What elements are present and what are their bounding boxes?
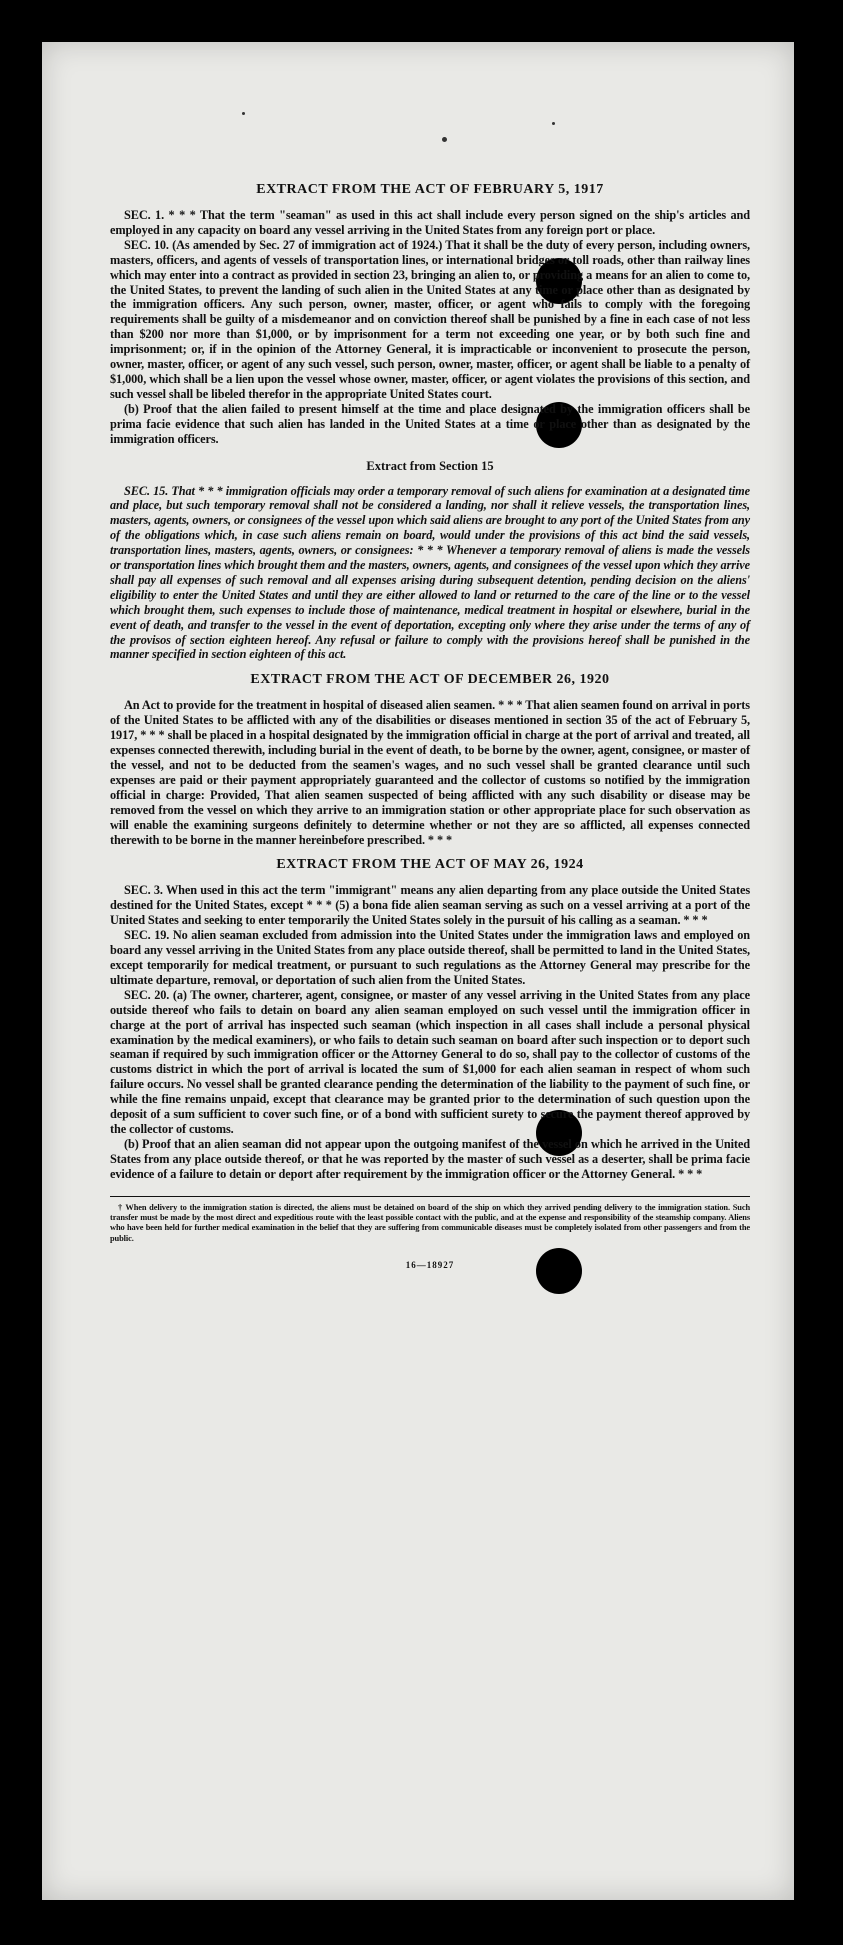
paragraph-sec20b: (b) Proof that an alien seaman did not appear upon the outgoing manifest of the vessel on which he arrived in the United States from any place outside thereof, or that he was reported by the master of such vessel as a deserter, shall be prima facie evidence of a failure to detain or deport after requirement by the immigration officer or the Attorney General. * * * — [110, 1136, 750, 1181]
scan-speck — [242, 112, 245, 115]
paragraph-act-1920: An Act to provide for the treatment in hospital of diseased alien seamen. * * * That alien seamen found on arrival in ports of the United States to be afflicted with any of the disabilities or diseases mentioned in section 35 of the act of February 5, 1917, * * * shall be placed in a hospital designated by the immigration official in charge at the port of arrival and treated, all expenses connected therewith, including burial in the event of death, to be borne by the owner, agent, consignee, or master of the vessel, and not to be deducted from the seamen's wages, and no such vessel shall be granted clearance until such expenses are paid or their payment appropriately guaranteed and the collector of customs so notified by the immigration official in charge: Provided, That alien seamen suspected of being afflicted with any such disability or disease may be removed from the vessel on which they arrive to an immigration station or other appropriate place for such observation as will enable the examining surgeons definitely to determine whether or not they are so afflicted, all expenses connected therewith to be borne in the manner hereinbefore prescribed. * * * — [110, 698, 750, 847]
paragraph-sec10: SEC. 10. (As amended by Sec. 27 of immigration act of 1924.) That it shall be the duty of every person, including owners, masters, officers, and agents of vessels of transportation lines, or international bridges or toll roads, other than railway lines which may enter into a contract as provided in section 23, bringing an alien to, or providing a means for an alien to come to, the United States, to prevent the landing of such alien in the United States at any time or place other than as designated by the immigration officers. Any such person, owner, master, officer, or agent who fails to comply with the foregoing requirements shall be guilty of a misdemeanor and on conviction thereof shall be punished by a fine in each case of not less than $200 nor more than $1,000, or by imprisonment for a term not exceeding one year, or by both such fine and imprisonment; or, if in the opinion of the Attorney General, it is impracticable or inconvenient to prosecute the person, owner, master, officer, or agent of any such vessel, such person, owner, master, officer, or agent shall be liable to a penalty of $1,000, which shall be a lien upon the vessel whose owner, master, officer, or agent violates the provisions of this section, and such vessel shall be libeled therefor in the appropriate United States court. — [110, 237, 750, 401]
heading-act-1924: EXTRACT FROM THE ACT OF MAY 26, 1924 — [276, 857, 584, 873]
footnote: † When delivery to the immigration station is directed, the aliens must be detained on board of the ship on which they arrived pending delivery to the immigration station. Such transfer must be made by the most direct and expeditious route with the least possible contact with the public, and at the expense and responsibility of the steamship company. Aliens who have been held for further medical examination in the belief that they are suffering from communicable diseases must be completely isolated from other passengers and from the public. — [110, 1202, 750, 1243]
paragraph-sec19: SEC. 19. No alien seaman excluded from admission into the United States under the immigration laws and employed on board any vessel arriving in the United States from any place outside thereof, shall be permitted to land in the United States, except temporarily for medical treatment, or pursuant to such regulations as the Attorney General may prescribe for the ultimate departure, removal, or deportation of such alien from the United States. — [110, 928, 750, 987]
print-code: 16—18927 — [405, 1260, 455, 1271]
paragraph-sec3: SEC. 3. When used in this act the term "immigrant" means any alien departing from any place outside the United States destined for the United States, except * * * (5) a bona fide alien seaman serving as such on a vessel arriving at a port of the United States and seeking to enter temporarily the United States solely in the pursuit of his calling as a seaman. * * * — [110, 883, 750, 928]
footnote-divider — [110, 1196, 750, 1197]
subheading-section-15: Extract from Section 15 — [366, 458, 494, 473]
scan-speck — [442, 137, 447, 142]
paragraph-sec10b: (b) Proof that the alien failed to present himself at the time and place designated by the immigration officers shall be prima facie evidence that such alien has landed in the United States at a time or place other than as designated by the immigration officers. — [110, 401, 750, 446]
paragraph-sec15: SEC. 15. That * * * immigration officials may order a temporary removal of such aliens for examination at a designated time and place, but such temporary removal shall not be considered a landing, nor shall it relieve vessels, the transportation lines, masters, agents, owners, or consignees of the vessel upon which said aliens are brought to any port of the United States from any of the obligations which, in case such aliens remain on board, would under the provisions of this act bind the said vessels, transportation lines, masters, agents, owners, or consignees: * * * Whenever a temporary removal of aliens is made the vessels or transportation lines which brought them and the masters, owners, agents, and consignees of the vessel upon which they arrive shall pay all expenses of such removal and all expenses arising during subsequent detention, pending decision on the aliens' eligibility to enter the United States and until they are either allowed to land or returned to the care of the line or to the vessel which brought them, such expenses to include those of maintenance, medical treatment in hospital or elsewhere, burial in the event of death, and transfer to the vessel in the event of deportation, excepting only where they arise under the terms of any of the provisos of section eighteen hereof. Any refusal or failure to comply with the provisions hereof shall be punished in the manner specified in section eighteen of this act. — [110, 483, 750, 662]
paragraph-sec20a: SEC. 20. (a) The owner, charterer, agent, consignee, or master of any vessel arriving in the United States from any place outside thereof who fails to detain on board any alien seaman employed on such vessel until the immigration officer in charge at the port of arrival has inspected such seaman (which inspection in all cases shall include a personal physical examination by the medical examiners), or who fails to detain such seaman on board after such inspection or to deport such seaman if required by such immigration officer or the Attorney General to do so, shall pay to the collector of customs of the customs district in which the port of arrival is located the sum of $1,000 for each alien seaman in respect of whom such failure occurs. No vessel shall be granted clearance pending the determination of the liability to the payment of such fine, or while the fine remains unpaid, except that clearance may be granted prior to the determination of such question upon the deposit of a sum sufficient to cover such fine, or of a bond with sufficient surety to secure the payment thereof approved by the collector of customs. — [110, 987, 750, 1136]
document-body — [110, 182, 750, 1270]
paragraph-sec1: SEC. 1. * * * That the term "seaman" as used in this act shall include every person signed on the ship's articles and employed in any capacity on board any vessel arriving in the United States from any foreign port or place. — [110, 208, 750, 237]
heading-act-1917: EXTRACT FROM THE ACT OF FEBRUARY 5, 1917 — [256, 182, 604, 197]
heading-act-1920: EXTRACT FROM THE ACT OF DECEMBER 26, 1920 — [250, 672, 610, 688]
document-page — [42, 42, 794, 1900]
scan-speck — [552, 122, 555, 125]
